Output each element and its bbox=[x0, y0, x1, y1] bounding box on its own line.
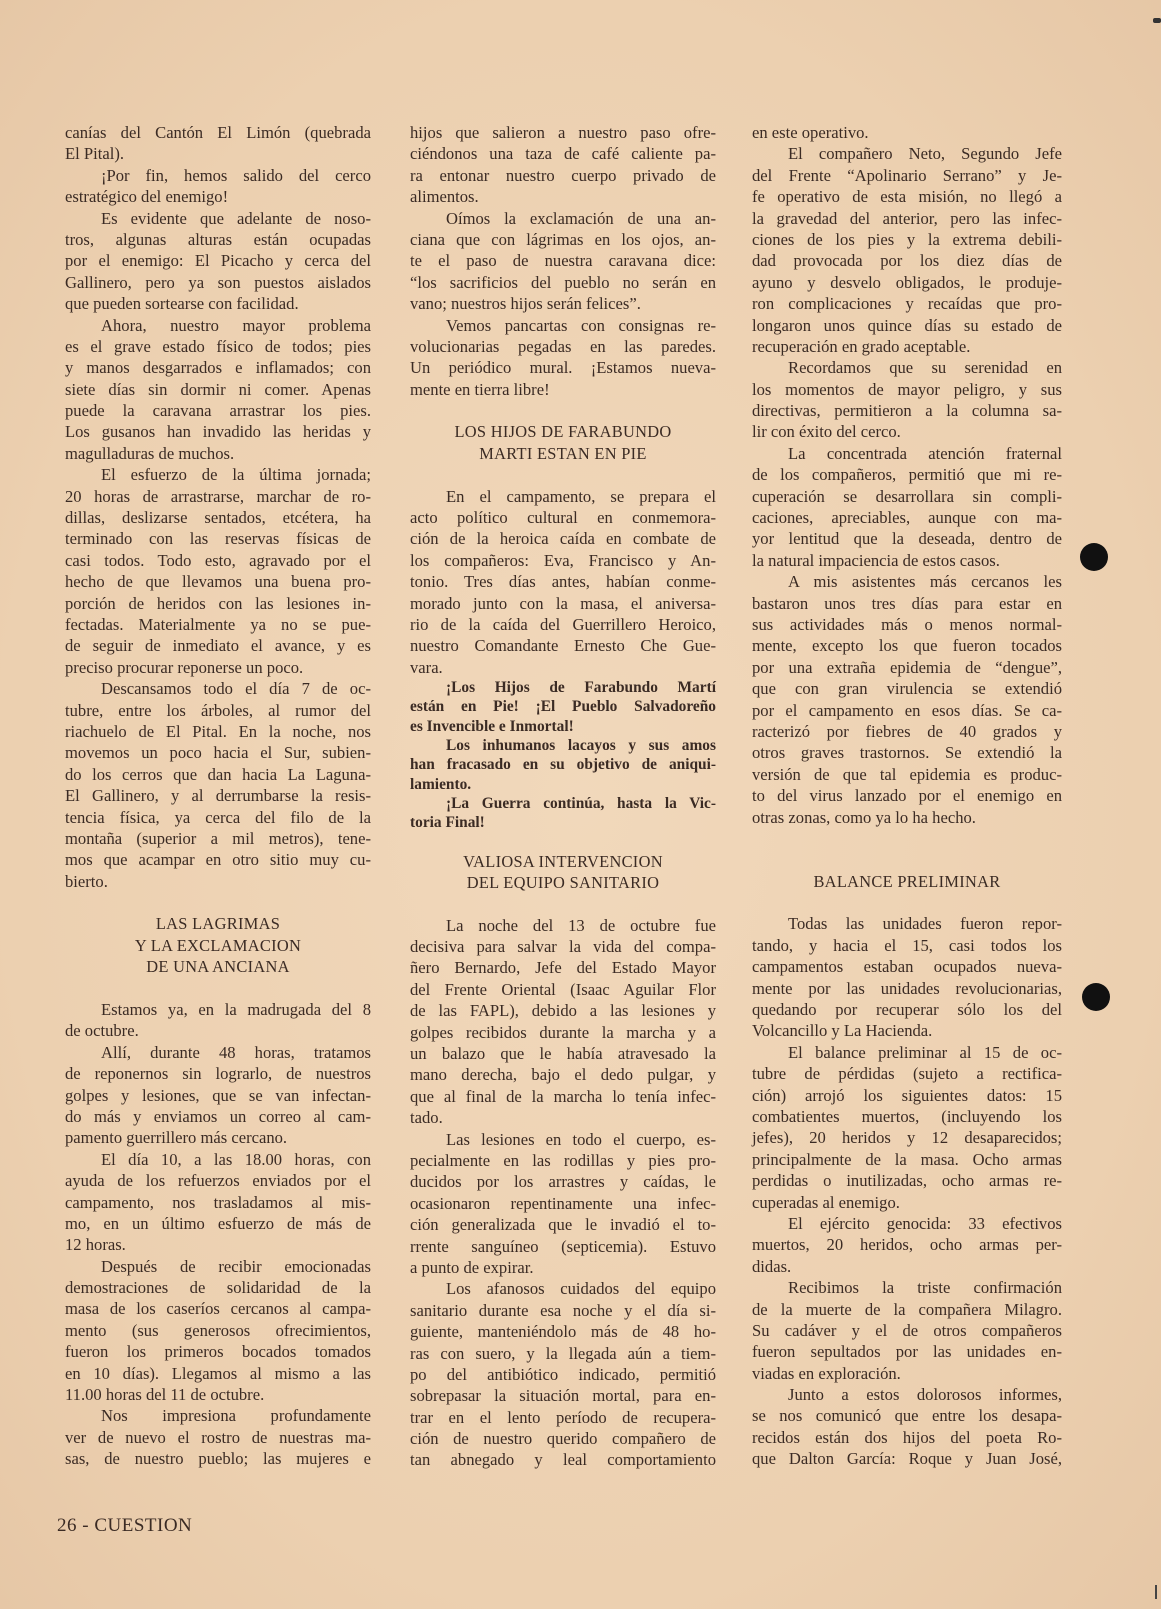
text-line: porción de heridos con las lesiones in- bbox=[65, 593, 371, 613]
heading-line: Y LA EXCLAMACION bbox=[134, 935, 302, 955]
section-heading bbox=[410, 851, 716, 894]
text-line: tando, y hacia el 15, casi todos los bbox=[752, 935, 1062, 955]
paragraph bbox=[65, 122, 371, 165]
bold-slogan-paragraph bbox=[410, 794, 716, 833]
text-line: nuestro Comandante Ernesto Che Gue- bbox=[410, 636, 716, 656]
section-heading bbox=[752, 871, 1062, 892]
text-line: vara. bbox=[410, 657, 443, 677]
text-line: ron complicaciones y recaídas que pro- bbox=[752, 294, 1062, 314]
text-line: Oímos la exclamación de una an- bbox=[446, 208, 716, 228]
text-line: recuperación en grado aceptable. bbox=[752, 336, 971, 356]
text-line: los momentos de mayor peligro, y sus bbox=[752, 379, 1062, 399]
text-line: El ejército genocida: 33 efectivos bbox=[788, 1213, 1062, 1233]
text-line: do los cerros que dan hacia La Laguna- bbox=[65, 764, 371, 784]
text-line: sas, de nuestro pueblo; las mujeres e bbox=[65, 1449, 371, 1469]
text-line: ciana que con lágrimas en los ojos, an- bbox=[410, 229, 716, 249]
text-line: ocasionaron repentinamente una infec- bbox=[410, 1193, 716, 1213]
text-line: fueron los primeros bocados tomados bbox=[65, 1342, 371, 1362]
text-line: do más y enviamos un correo al cam- bbox=[65, 1106, 371, 1126]
paragraph bbox=[65, 1256, 371, 1406]
text-line: trar en el lento período de recupera- bbox=[410, 1407, 716, 1427]
text-line: Allí, durante 48 horas, tratamos bbox=[101, 1042, 371, 1062]
text-line: to del virus lanzado por el enemigo en bbox=[752, 786, 1062, 806]
text-line: Vemos pancartas con consignas re- bbox=[446, 315, 716, 335]
text-line: Todas las unidades fueron repor- bbox=[788, 914, 1062, 934]
text-line: otras zonas, como ya lo ha hecho. bbox=[752, 807, 976, 827]
section-heading bbox=[410, 421, 716, 464]
paragraph bbox=[65, 464, 371, 678]
text-line: 12 horas. bbox=[65, 1235, 126, 1255]
text-line: Ahora, nuestro mayor problema bbox=[101, 315, 371, 335]
text-line: morado junto con la masa, el aniversa- bbox=[410, 593, 716, 613]
paragraph bbox=[410, 1278, 716, 1471]
text-line: tubre de pérdidas (sujeto a rectifica- bbox=[752, 1064, 1062, 1084]
text-line: Estamos ya, en la madrugada del 8 bbox=[101, 1000, 371, 1020]
text-line: Los afanosos cuidados del equipo bbox=[446, 1279, 716, 1299]
text-line: Un periódico mural. ¡Estamos nueva- bbox=[410, 358, 716, 378]
text-line: por el campamento en esos días. Se ca- bbox=[752, 700, 1062, 720]
text-line: Es evidente que adelante de noso- bbox=[101, 208, 371, 228]
text-line: racterizó por fiebres de 40 grados y bbox=[752, 721, 1062, 741]
paragraph bbox=[65, 1042, 371, 1149]
text-line: sobrepasar la situación mortal, para en- bbox=[410, 1386, 716, 1406]
text-line: ayuda de los refuerzos enviados por el bbox=[65, 1171, 371, 1191]
text-line: tubre, entre los árboles, al rumor del bbox=[65, 700, 371, 720]
paragraph bbox=[752, 1213, 1062, 1277]
paragraph bbox=[65, 678, 371, 892]
text-line: casi todos. Todo esto, agravado por el bbox=[65, 550, 371, 570]
text-line: es Invencible e Inmortal! bbox=[410, 717, 574, 735]
text-line: tado. bbox=[410, 1108, 443, 1128]
paragraph bbox=[410, 486, 716, 679]
text-line: fe operativo de esta misión, no llegó a bbox=[752, 187, 1062, 207]
text-line: viadas en exploración. bbox=[752, 1363, 901, 1383]
paragraph bbox=[752, 571, 1062, 828]
text-line: hijos que salieron a nuestro paso ofre- bbox=[410, 123, 716, 142]
text-line: po del antibiótico indicado, permitió bbox=[410, 1364, 716, 1384]
text-line: otros graves trastornos. Se extendió la bbox=[752, 743, 1062, 763]
text-line: de reponernos sin lograrlo, de nuestros bbox=[65, 1064, 371, 1084]
text-line: mo, en un último esfuerzo de más de bbox=[65, 1213, 371, 1233]
paragraph bbox=[752, 1277, 1062, 1384]
text-line: hecho de que llevamos una buena pro- bbox=[65, 572, 371, 592]
text-line: El esfuerzo de la última jornada; bbox=[101, 465, 371, 485]
text-line: recidos están dos hijos del poeta Ro- bbox=[752, 1427, 1062, 1447]
text-line: alimentos. bbox=[410, 187, 479, 207]
text-line: 11.00 horas del 11 de octubre. bbox=[65, 1385, 265, 1405]
bold-slogan-paragraph bbox=[410, 678, 716, 736]
paragraph bbox=[65, 315, 371, 465]
text-line: directivas, permitieron a la columna sa- bbox=[752, 401, 1062, 421]
text-line: ayuno y desvelo obligados, le produje- bbox=[752, 272, 1062, 292]
text-line: didas. bbox=[752, 1256, 792, 1276]
heading-line: VALIOSA INTERVENCION bbox=[463, 851, 663, 871]
text-line: ra entonar nuestro cuerpo privado de bbox=[410, 165, 716, 185]
text-line: terminado con las reservas físicas de bbox=[65, 529, 371, 549]
text-line: están en Pie! ¡El Pueblo Salvadoreño bbox=[410, 698, 716, 716]
text-line: ¡La Guerra continúa, hasta la Vic- bbox=[446, 794, 716, 812]
paragraph bbox=[65, 1149, 371, 1256]
section-heading bbox=[65, 913, 371, 977]
text-line: mos que acampar en otro sitio muy cu- bbox=[65, 850, 371, 870]
text-line: Volcancillo y La Hacienda. bbox=[752, 1021, 933, 1041]
heading-line: DE UNA ANCIANA bbox=[146, 957, 290, 977]
text-line: y manos desgarrados e inflamados; con bbox=[65, 358, 371, 378]
text-line: rio de la caída del Guerrillero Heroico, bbox=[410, 614, 716, 634]
text-line: campamento, nos trasladamos al mis- bbox=[65, 1192, 371, 1212]
text-line: Gallinero, pero ya son puestos aislados bbox=[65, 272, 371, 292]
text-line: perdidas o inutilizadas, ocho armas re- bbox=[752, 1171, 1062, 1191]
text-line: te el paso de nuestra caravana dice: bbox=[410, 251, 716, 271]
text-column-1 bbox=[65, 122, 371, 1470]
text-line: A mis asistentes más cercanos les bbox=[788, 572, 1062, 592]
text-line: un balazo que le había atravesado la bbox=[410, 1044, 716, 1064]
text-line: masa de los caseríos cercanos al campa- bbox=[65, 1299, 371, 1319]
text-line: lamiento. bbox=[410, 775, 472, 793]
text-line: de la muerte de la compañera Milagro. bbox=[752, 1299, 1062, 1319]
text-line: fueron sepultados por las unidades en- bbox=[752, 1342, 1062, 1362]
text-line: El compañero Neto, Segundo Jefe bbox=[788, 144, 1062, 164]
text-line: Su cadáver y el de otros compañeros bbox=[752, 1320, 1062, 1340]
paragraph bbox=[752, 122, 1062, 143]
paragraph bbox=[65, 999, 371, 1042]
text-line: Recordamos que su serenidad en bbox=[788, 358, 1062, 378]
page-footer-folio: 26 - CUESTION bbox=[57, 1515, 193, 1536]
text-line: combatientes muertos, (incluyendo los bbox=[752, 1106, 1062, 1126]
text-line: ñero Bernardo, Jefe del Estado Mayor bbox=[410, 958, 716, 978]
text-column-3 bbox=[752, 122, 1062, 1470]
binding-hole-mark bbox=[1082, 983, 1110, 1011]
text-line: del Frente “Apolinario Serrano” y Je- bbox=[752, 165, 1062, 185]
text-line: a punto de expirar. bbox=[410, 1257, 534, 1277]
text-line: tencia física, ya cerca del filo de la bbox=[65, 807, 371, 827]
paragraph bbox=[65, 208, 371, 315]
text-line: mente en tierra libre! bbox=[410, 379, 550, 399]
text-line: ción de nuestro querido compañero de bbox=[410, 1429, 716, 1449]
text-line: preciso procurar reponerse un poco. bbox=[65, 657, 304, 677]
text-line: toria Final! bbox=[410, 814, 485, 832]
text-line: de las FAPL), debido a las lesiones y bbox=[410, 1001, 716, 1021]
heading-line: DEL EQUIPO SANITARIO bbox=[466, 872, 660, 892]
text-line: rrente sanguíneo (septicemia). Estuvo bbox=[410, 1236, 716, 1256]
text-line: por el enemigo: El Picacho y cerca del bbox=[65, 251, 371, 271]
text-line: guiente, manteniéndolo más de 48 ho- bbox=[410, 1322, 716, 1342]
text-line: montaña (superior a mil metros), tene- bbox=[65, 828, 371, 848]
text-line: tonio. Tres días antes, habían conme- bbox=[410, 572, 716, 592]
text-line: longaron unos quince días su estado de bbox=[752, 315, 1062, 335]
text-line: bastaron unos tres días para estar en bbox=[752, 593, 1062, 613]
paragraph bbox=[65, 165, 371, 208]
text-line: Después de recibir emocionadas bbox=[101, 1256, 371, 1276]
text-line: ducidos por los arrastres y caídas, le bbox=[410, 1172, 716, 1192]
text-line: caciones, apreciables, aunque con ma- bbox=[752, 508, 1062, 528]
text-line: ción de la heroica caída en combate de bbox=[410, 529, 716, 549]
text-line: versión de que tal epidemia es produc- bbox=[752, 764, 1062, 784]
text-line: sanitario durante esa noche y el día si- bbox=[410, 1300, 716, 1320]
text-line: El día 10, a las 18.00 horas, con bbox=[101, 1149, 371, 1169]
text-line: estratégico del enemigo! bbox=[65, 187, 229, 207]
text-line: Los inhumanos lacayos y sus amos bbox=[446, 737, 716, 755]
paragraph bbox=[410, 208, 716, 315]
text-line: tan abnegado y leal comportamiento bbox=[410, 1450, 716, 1470]
text-line: decisiva para salvar la vida del compa- bbox=[410, 937, 716, 957]
text-line: La concentrada atención fraternal bbox=[788, 443, 1062, 463]
text-line: de seguir de inmediato el avance, y es bbox=[65, 636, 371, 656]
text-line: en 10 días). Llegamos al mismo a las bbox=[65, 1363, 371, 1383]
text-line: campamentos estaban ocupados nueva- bbox=[752, 957, 1062, 977]
paragraph bbox=[752, 443, 1062, 571]
text-line: ción) arrojó los siguientes datos: 15 bbox=[752, 1085, 1062, 1105]
text-line: acto político cultural en conmemora- bbox=[410, 508, 716, 528]
text-line: ¡Por fin, hemos salido del cerco bbox=[101, 165, 371, 185]
text-line: Descansamos todo el día 7 de oc- bbox=[101, 679, 371, 699]
text-line: lir con éxito del cerco. bbox=[752, 422, 901, 442]
text-line: El Pital). bbox=[65, 144, 124, 164]
text-line: cuperadas al enemigo. bbox=[752, 1192, 900, 1212]
paragraph bbox=[752, 143, 1062, 357]
text-line: sus actividades más o menos normal- bbox=[752, 614, 1062, 634]
text-line: del Frente Oriental (Isaac Aguilar Flor bbox=[410, 979, 716, 999]
text-line: la gravedad del anterior, pero las infec- bbox=[752, 208, 1062, 228]
text-line: riachuelo de El Pital. En la noche, nos bbox=[65, 721, 371, 741]
paragraph bbox=[410, 315, 716, 401]
text-line: dad provocada por los diez días de bbox=[752, 251, 1062, 271]
paragraph bbox=[752, 1384, 1062, 1470]
text-line: volucionarias pegadas en las paredes. bbox=[410, 336, 716, 356]
text-line: tros, algunas alturas están ocupadas bbox=[65, 229, 371, 249]
text-line: 20 horas de arrastrarse, marchar de ro- bbox=[65, 486, 371, 506]
text-line: ciones de los pies y la extrema debili- bbox=[752, 229, 1062, 249]
paragraph bbox=[410, 915, 716, 1129]
text-line: Junto a estos dolorosos informes, bbox=[788, 1385, 1062, 1405]
text-line: ver de nuevo el rostro de nuestras ma- bbox=[65, 1427, 371, 1447]
text-line: mento (sus generosos ofrecimientos, bbox=[65, 1320, 371, 1340]
text-line: es el grave estado físico de todos; pies bbox=[65, 336, 371, 356]
text-line: ciéndonos una taza de café caliente pa- bbox=[410, 144, 716, 164]
text-line: Recibimos la triste confirmación bbox=[788, 1278, 1062, 1298]
text-line: puede la caravana arrastrar los pies. bbox=[65, 401, 371, 421]
text-line: En el campamento, se prepara el bbox=[446, 486, 716, 506]
text-line: cuperación se desarrollara sin compli- bbox=[752, 486, 1062, 506]
text-line: dillas, deslizarse sentados, etcétera, ha bbox=[65, 508, 371, 528]
text-line: demostraciones de solidaridad de la bbox=[65, 1278, 371, 1298]
text-line: yor lentitud que la deseada, dentro de bbox=[752, 529, 1062, 549]
text-column-2 bbox=[410, 122, 716, 1471]
text-line: fectadas. Materialmente ya no se pue- bbox=[65, 614, 371, 634]
text-line: en este operativo. bbox=[752, 123, 869, 142]
text-line: han fracasado en su objetivo de aniqui- bbox=[410, 756, 716, 774]
heading-line: LAS LAGRIMAS bbox=[155, 914, 281, 934]
text-line: de octubre. bbox=[65, 1021, 139, 1041]
text-line: golpes y lesiones, que se van infectan- bbox=[65, 1085, 371, 1105]
text-line: pecialmente en las rodillas y pies pro- bbox=[410, 1151, 716, 1170]
text-line: Las lesiones en todo el cuerpo, es- bbox=[446, 1129, 716, 1149]
text-line: se nos comunicó que entre los desapa- bbox=[752, 1406, 1062, 1426]
text-line: que Dalton García: Roque y Juan José, bbox=[752, 1449, 1062, 1469]
text-line: muertos, 20 heridos, ocho armas per- bbox=[752, 1235, 1062, 1255]
text-line: quedando por recuperar sólo los del bbox=[752, 1000, 1062, 1020]
text-line: El balance preliminar al 15 de oc- bbox=[788, 1042, 1062, 1062]
scan-edge-mark bbox=[1153, 18, 1161, 23]
heading-line: LOS HIJOS DE FARABUNDO bbox=[454, 422, 672, 442]
bold-slogan-paragraph bbox=[410, 736, 716, 794]
text-line: Nos impresiona profundamente bbox=[101, 1406, 371, 1426]
heading-line: MARTI ESTAN EN PIE bbox=[479, 443, 647, 463]
text-line: pamento guerrillero más cercano. bbox=[65, 1128, 288, 1148]
paragraph bbox=[410, 1129, 716, 1279]
text-line: El Gallinero, y al derrumbarse la resis- bbox=[65, 786, 371, 806]
text-line: la natural impaciencia de estos casos. bbox=[752, 550, 1000, 570]
text-line: siete días sin dormir ni comer. Apenas bbox=[65, 379, 371, 399]
text-line: golpes recibidos durante la marcha y a bbox=[410, 1022, 716, 1042]
text-line: de los compañeros, permitió que mi re- bbox=[752, 465, 1062, 485]
heading-line: BALANCE PRELIMINAR bbox=[813, 871, 1001, 891]
text-line: mente por las unidades revolucionarias, bbox=[752, 978, 1062, 998]
paragraph bbox=[752, 913, 1062, 1041]
text-line: Los gusanos han invadido las heridas y bbox=[65, 422, 371, 442]
paragraph bbox=[410, 122, 716, 208]
text-line: jefes), 20 heridos y 12 desaparecidos; bbox=[752, 1128, 1062, 1148]
text-line: mano derecha, bajo el dedo pulgar, y bbox=[410, 1065, 716, 1085]
text-line: vano; nuestros hijos serán felices”. bbox=[410, 294, 641, 314]
paragraph bbox=[65, 1405, 371, 1469]
binding-hole-mark bbox=[1080, 543, 1108, 571]
text-line: La noche del 13 de octubre fue bbox=[446, 915, 716, 935]
text-line: los compañeros: Eva, Francisco y An- bbox=[410, 550, 716, 570]
scan-edge-mark bbox=[1155, 1585, 1157, 1599]
text-line: “los sacrificios del pueblo no serán en bbox=[410, 272, 716, 292]
text-line: que pueden sortearse con facilidad. bbox=[65, 294, 299, 314]
text-line: ras con suero, y la llegada aún a tiem- bbox=[410, 1343, 716, 1363]
text-line: canías del Cantón El Limón (quebrada bbox=[65, 123, 371, 142]
text-line: bierto. bbox=[65, 871, 108, 891]
text-line: ción generalizada que le invadió el to- bbox=[410, 1215, 716, 1235]
text-line: que al final de la marcha lo tenía infec- bbox=[410, 1086, 716, 1106]
text-line: por una extraña epidemia de “dengue”, bbox=[752, 657, 1062, 677]
text-line: magulladuras de muchos. bbox=[65, 443, 235, 463]
text-line: movemos un poco hacia el Sur, subien- bbox=[65, 743, 371, 763]
text-line: principalmente de la masa. Ocho armas bbox=[752, 1149, 1062, 1169]
text-line: mente, excepto los que fueron tocados bbox=[752, 636, 1062, 656]
paragraph bbox=[752, 357, 1062, 443]
text-line: que con gran virulencia se extendió bbox=[752, 679, 1062, 699]
paragraph bbox=[752, 1042, 1062, 1213]
text-line: ¡Los Hijos de Farabundo Martí bbox=[446, 679, 716, 697]
